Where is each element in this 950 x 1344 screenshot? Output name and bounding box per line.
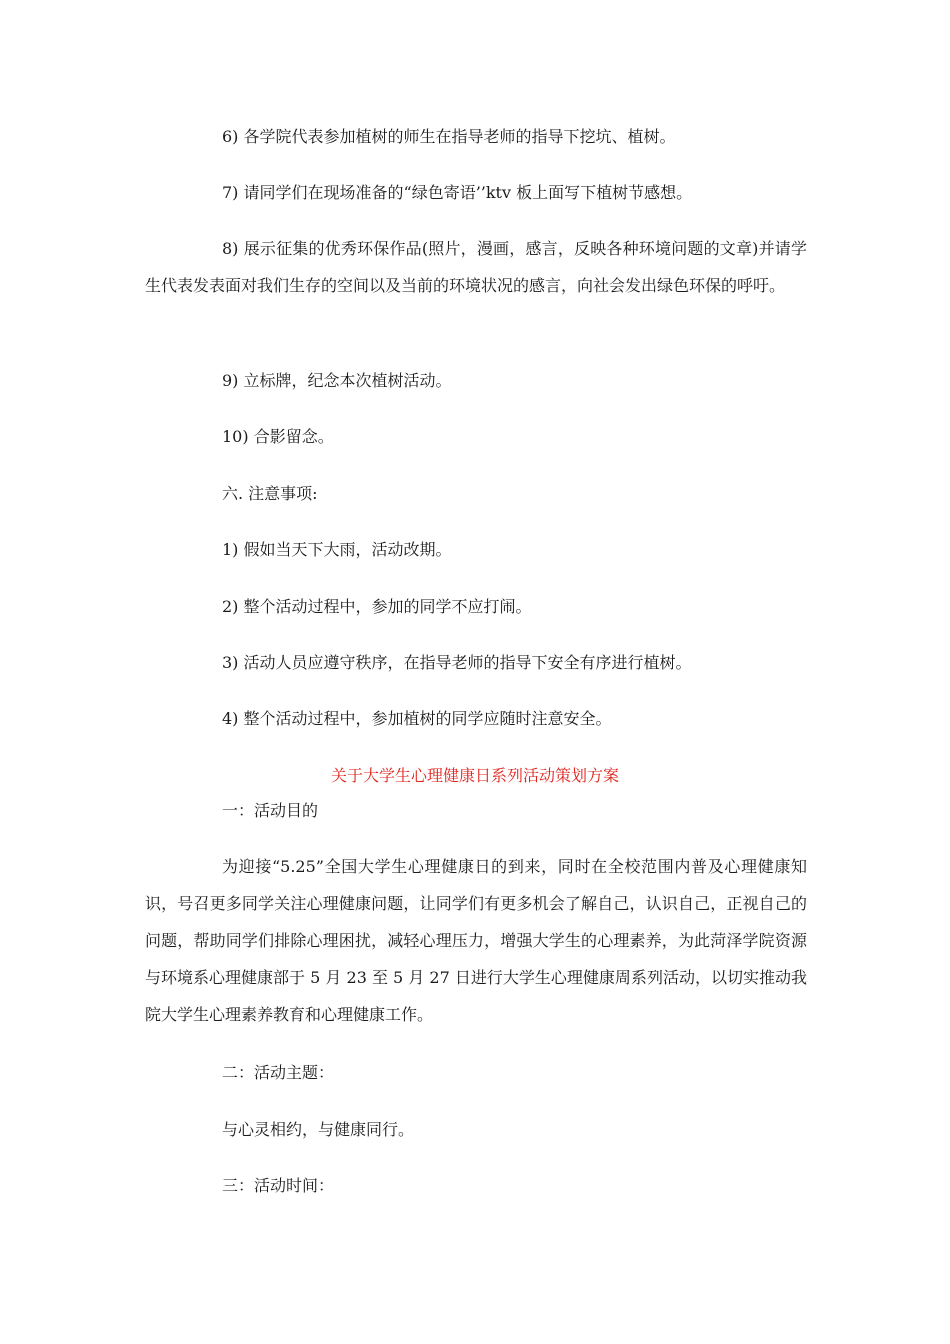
- step-6-text: 6) 各学院代表参加植树的师生在指导老师的指导下挖坑、植树。: [222, 127, 676, 146]
- step-7-text: 7) 请同学们在现场准备的“绿色寄语’’ktv 板上面写下植树节感想。: [222, 183, 693, 202]
- section-3-heading: 三：活动时间：: [222, 1176, 335, 1195]
- section-2-body: 与心灵相约，与健康同行。: [222, 1120, 415, 1139]
- step-9-text: 9) 立标牌，纪念本次植树活动。: [222, 371, 452, 390]
- note-3-text: 3) 活动人员应遵守秩序，在指导老师的指导下安全有序进行植树。: [222, 653, 692, 672]
- plan-title: 关于大学生心理健康日系列活动策划方案: [330, 766, 619, 785]
- section-2-heading: 二：活动主题：: [222, 1063, 335, 1082]
- note-1-text: 1) 假如当天下大雨，活动改期。: [222, 540, 452, 559]
- note-4-text: 4) 整个活动过程中，参加植树的同学应随时注意安全。: [222, 709, 612, 728]
- section-1-paragraph: 为迎接“5.25”全国大学生心理健康日的到来，同时在全校范围内普及心理健康知识，号召更多同学关注心理健康问题，让同学们有更多机会了解自己，认识自己，正视自己的问题，帮助同学们排除心理困扰，减轻心理压力，增强大学生的心理素养，为此菏泽学院资源与环境系心理健康部于 5 月 23 至 5 月 27 日进行大学生心理健康周系列活动，以切实推动我院大学生心理素养教育和心理健康工作。: [145, 857, 807, 1024]
- step-8-paragraph: 8) 展示征集的优秀环保作品(照片，漫画，感言，反映各种环境问题的文章)并请学生代表发表面对我们生存的空间以及当前的环境状况的感言，向社会发出绿色环保的呼吁。: [145, 239, 807, 295]
- notes-heading: 六. 注意事项:: [222, 484, 318, 503]
- note-2-text: 2) 整个活动过程中，参加的同学不应打闹。: [222, 597, 532, 616]
- step-10-text: 10) 合影留念。: [222, 427, 334, 446]
- section-1-heading: 一：活动目的: [222, 801, 319, 820]
